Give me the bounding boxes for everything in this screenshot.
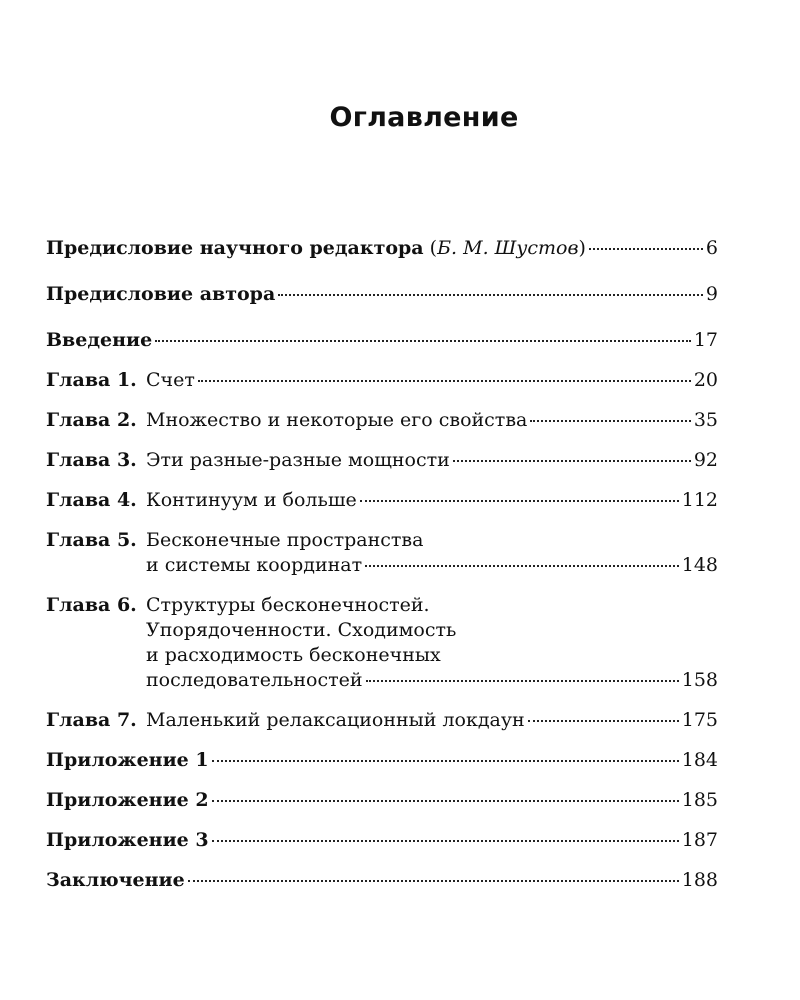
toc-page-number: 6 xyxy=(705,237,718,259)
leader-dots xyxy=(188,880,679,882)
toc-entry-appendix-2 xyxy=(46,788,718,813)
toc-page-number: 184 xyxy=(681,749,718,771)
chapter-title-continued: и системы координат xyxy=(146,554,363,576)
toc-page-number: 9 xyxy=(705,283,718,305)
toc-page-number: 148 xyxy=(681,554,718,576)
toc-page-number: 158 xyxy=(681,669,718,691)
toc-entry-editor: (Б. М. Шустов) xyxy=(429,237,586,259)
chapter-title: Бесконечные пространства xyxy=(146,529,424,551)
leader-dots xyxy=(365,565,679,567)
chapter-label: Глава 5. xyxy=(46,529,137,551)
toc-entry-chapter-6 xyxy=(46,593,718,693)
toc-page-number: 17 xyxy=(693,329,718,351)
leader-dots xyxy=(366,680,679,682)
toc-page-number: 187 xyxy=(681,829,718,851)
toc-entry-label: Предисловие автора xyxy=(46,283,276,305)
toc-page-number: 185 xyxy=(681,789,718,811)
leader-dots xyxy=(453,460,691,462)
chapter-title: Счет xyxy=(146,369,195,391)
toc-entry-chapter-1 xyxy=(46,368,718,393)
leader-dots xyxy=(155,340,691,342)
chapter-label: Глава 3. xyxy=(46,449,137,471)
chapter-title: Эти разные-разные мощности xyxy=(146,449,450,471)
toc-entry-label: Заключение xyxy=(46,869,185,891)
toc-entry-appendix-1 xyxy=(46,748,718,773)
toc-entry-label: Приложение 1 xyxy=(46,749,209,771)
chapter-title: Континуум и больше xyxy=(146,489,357,511)
chapter-title: Структуры бесконечностей. xyxy=(146,594,430,616)
toc-entry-editor-preface xyxy=(46,236,718,261)
toc-entry-chapter-4 xyxy=(46,488,718,513)
chapter-title-continued: и расходимость бесконечных xyxy=(146,644,441,666)
leader-dots xyxy=(212,800,679,802)
leader-dots xyxy=(198,380,691,382)
toc-entry-introduction xyxy=(46,328,718,353)
toc-page-number: 20 xyxy=(693,369,718,391)
chapter-title-continued: Упорядоченности. Сходимость xyxy=(146,619,457,641)
toc-entry-label: Приложение 2 xyxy=(46,789,209,811)
leader-dots xyxy=(212,840,679,842)
toc-entry-chapter-5 xyxy=(46,528,718,578)
chapter-label: Глава 6. xyxy=(46,594,137,616)
toc-entry-label: Введение xyxy=(46,329,153,351)
toc-page-number: 175 xyxy=(681,709,718,731)
leader-dots xyxy=(589,248,703,250)
toc-entry-chapter-3 xyxy=(46,448,718,473)
chapter-label: Глава 4. xyxy=(46,489,137,511)
toc-entry-chapter-7 xyxy=(46,708,718,733)
chapter-label: Глава 2. xyxy=(46,409,137,431)
chapter-title: Множество и некоторые его свойства xyxy=(146,409,528,431)
chapter-label: Глава 7. xyxy=(46,709,137,731)
leader-dots xyxy=(360,500,679,502)
toc-entry-chapter-2 xyxy=(46,408,718,433)
chapter-title: Маленький релаксационный локдаун xyxy=(146,709,525,731)
chapter-title-continued: последовательностей xyxy=(146,669,363,691)
page-title: Оглавление xyxy=(329,102,519,133)
toc-page-number: 112 xyxy=(681,489,718,511)
toc-page-number: 188 xyxy=(681,869,718,891)
toc-entry-label: Предисловие научного редактора xyxy=(46,237,424,259)
toc-entry-conclusion xyxy=(46,868,718,893)
toc-entry-author-preface xyxy=(46,282,718,307)
leader-dots xyxy=(528,720,679,722)
chapter-label: Глава 1. xyxy=(46,369,137,391)
leader-dots xyxy=(212,760,679,762)
toc-entry-appendix-3 xyxy=(46,828,718,853)
leader-dots xyxy=(530,420,690,422)
toc-page-number: 92 xyxy=(693,449,718,471)
table-of-contents xyxy=(46,236,718,908)
toc-entry-label: Приложение 3 xyxy=(46,829,209,851)
leader-dots xyxy=(278,294,703,296)
toc-page-number: 35 xyxy=(693,409,718,431)
